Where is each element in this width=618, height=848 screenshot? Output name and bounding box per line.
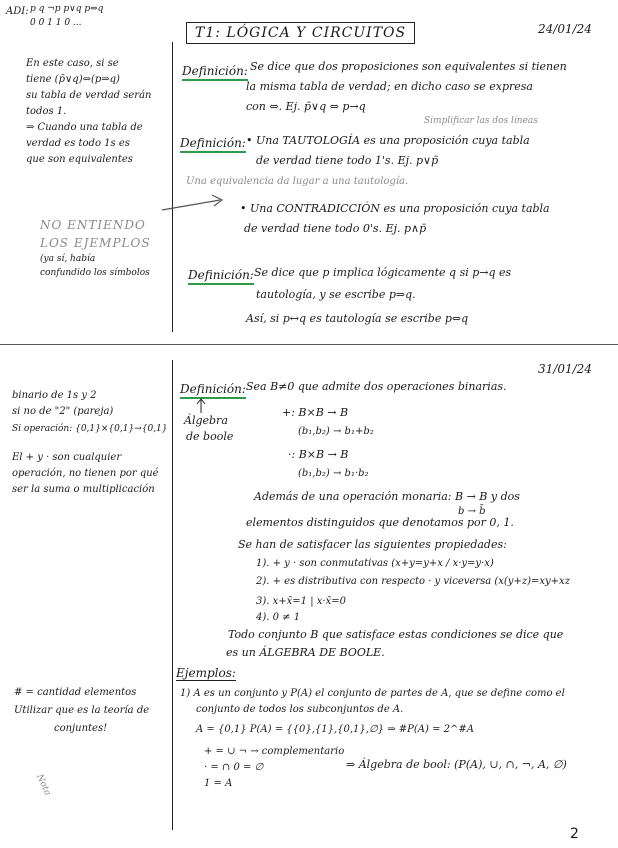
margin-line-top: [172, 42, 173, 332]
side-note: ⇒ Cuando una tabla de: [26, 122, 143, 133]
page-divider: [0, 344, 618, 345]
op-dot-map: (b₁,b₂) → b₁·b₂: [298, 468, 369, 479]
side-notes-three: [14, 684, 149, 738]
side-note: (ya sí, había: [40, 254, 96, 264]
side-note: Si operación: {0,1}×{0,1}→{0,1}: [12, 424, 168, 434]
def-line: • Una CONTRADICCIÓN es una proposición cuya tabla: [240, 202, 550, 215]
algebra-label: de boole: [186, 430, 234, 443]
page-number: 2: [570, 826, 579, 842]
op-plus: +: B×B → B: [282, 406, 349, 419]
unary-op: Además de una operación monaria: B → B y dos: [254, 490, 520, 503]
side-note: verdad es todo 1s es: [26, 138, 130, 149]
map-line: + = ∪ ¬ → complementario: [204, 746, 345, 757]
side-note: binario de 1s y 2: [12, 390, 97, 401]
side-note: Utilizar que es la teoría de: [14, 705, 150, 716]
property: 4). 0 ≠ 1: [256, 612, 301, 623]
arrow-up-icon: [195, 398, 207, 414]
side-note: En este caso, si se: [26, 58, 119, 69]
elements-line: elementos distinguidos que denotamos por 0, 1.: [246, 516, 514, 529]
example-result: ⇒ Álgebra de bool: (P(A), ∪, ∩, ¬, A, ∅): [346, 758, 567, 771]
side-notes-two: [12, 388, 167, 498]
def-intro: Sea B≠0 que admite dos operaciones binarias.: [246, 380, 507, 393]
definition-boole: [180, 378, 246, 397]
property: 3). x+x̄=1 | x·x̄=0: [256, 596, 346, 607]
props-intro: Se han de satisfacer las siguientes propiedades:: [238, 538, 507, 551]
def-line: la misma tabla de verdad; en dicho caso se expresa: [246, 80, 533, 93]
def-line: tautología, y se escribe p⇒q.: [256, 288, 416, 301]
map-line: 1 = A: [204, 778, 233, 789]
definition-label: Definición:: [180, 136, 246, 153]
definition-two: [180, 132, 246, 151]
arrow-right-icon: [160, 188, 230, 218]
side-notes-unclear: [40, 216, 151, 280]
truth-table-header: p q ¬p p∨q p⇔q: [30, 4, 104, 14]
side-note: conjuntes!: [54, 723, 108, 734]
def-line: Se dice que p implica lógicamente q si p→q es: [254, 266, 512, 279]
truth-table-row: 0 0 1 1 0 ...: [30, 18, 82, 28]
side-note: si no de "2" (pareja): [12, 406, 114, 417]
gray-note: Una equivalencia da lugar a una tautología.: [186, 176, 409, 187]
map-line: · = ∩ 0 = ∅: [204, 762, 264, 773]
algebra-label: Álgebra: [184, 414, 228, 427]
side-note: que son equivalentes: [26, 154, 133, 165]
section-title: T1: LÓGICA Y CIRCUITOS: [186, 22, 415, 44]
truth-table-label: ADI:: [6, 6, 29, 17]
definition-three: [188, 264, 254, 283]
set-line: A = {0,1} P(A) = {{0},{1},{0,1},∅} ⇒ #P(A) = 2^#A: [196, 724, 474, 735]
definition-one: [182, 60, 248, 79]
def-line: Así, si p↔q es tautología se escribe p⇔q: [246, 312, 469, 325]
example-line: 1) A es un conjunto y P(A) el conjunto de partes de A, que se define como el: [180, 688, 565, 699]
example-line: conjunto de todos los subconjuntos de A.: [196, 704, 404, 715]
def-line: Se dice que dos proposiciones son equivalentes si tienen: [250, 60, 567, 73]
side-note: tiene (p̄∨q)⇔(p⇒q): [26, 74, 120, 85]
side-note: El + y · son cualquier: [12, 452, 122, 463]
definition-label: Definición:: [182, 64, 248, 81]
examples-label: Ejemplos:: [176, 666, 236, 680]
op-dot: ·: B×B → B: [288, 448, 349, 461]
property: 1). + y · son conmutativas (x+y=y+x / x·y=y·x): [256, 558, 494, 569]
side-note: NO ENTIENDO: [40, 218, 146, 232]
unary-op-map: b → b̄: [458, 506, 486, 517]
date-two: 31/01/24: [538, 362, 592, 376]
side-note: operación, no tienen por qué: [12, 468, 159, 479]
def-line: • Una TAUTOLOGÍA es una proposición cuya tabla: [246, 134, 530, 147]
def-line: de verdad tiene todo 0's. Ej. p∧p̄: [244, 222, 427, 235]
side-note: LOS EJEMPLOS: [40, 236, 151, 250]
side-note: confundido los símbolos: [40, 268, 150, 278]
side-notes-one: [26, 56, 152, 168]
conclusion: Todo conjunto B que satisface estas condiciones se dice que: [228, 628, 564, 641]
conclusion: es un ÁLGEBRA DE BOOLE.: [226, 646, 385, 659]
def-line: de verdad tiene todo 1's. Ej. p∨p̄: [256, 154, 439, 167]
side-doodle: Nota: [33, 772, 53, 798]
op-plus-map: (b₁,b₂) → b₁+b₂: [298, 426, 374, 437]
annotation: Simplificar las dos líneas: [424, 116, 538, 126]
definition-label: Definición:: [188, 268, 254, 285]
date-one: 24/01/24: [538, 22, 592, 36]
side-note: ser la suma o multiplicación: [12, 484, 155, 495]
margin-line-bottom: [172, 360, 173, 830]
side-note: todos 1.: [26, 106, 67, 117]
side-note: su tabla de verdad serán: [26, 90, 152, 101]
side-note: # = cantidad elementos: [14, 687, 137, 698]
property: 2). + es distributiva con respecto · y viceversa (x(y+z)=xy+xz: [256, 576, 570, 587]
def-line: con ⇔. Ej. p̄∨q ⇔ p→q: [246, 100, 366, 113]
definition-label: Definición:: [180, 382, 246, 399]
